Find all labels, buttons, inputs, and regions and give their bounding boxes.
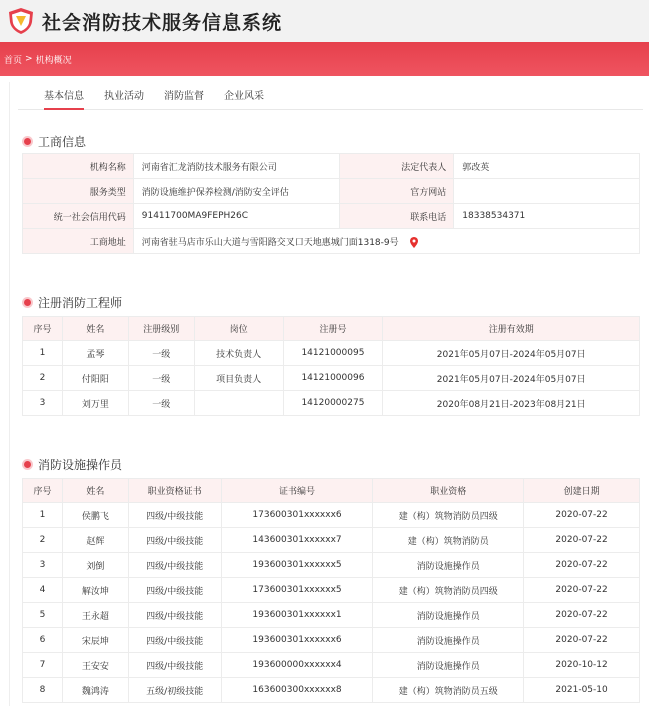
table-cell: 消防设施操作员 <box>373 653 524 678</box>
table-row <box>23 391 640 416</box>
table-cell: 193600301xxxxxx6 <box>221 628 373 653</box>
table-cell: 孟琴 <box>62 341 128 366</box>
table-cell: 一级 <box>128 341 194 366</box>
breadcrumb-current: 机构概况 <box>35 55 72 66</box>
table-cell: 2021年05月07日-2024年05月07日 <box>383 366 640 391</box>
table-row <box>23 628 640 653</box>
column-header: 姓名 <box>62 317 128 341</box>
engineers-title: 注册消防工程师 <box>38 296 123 310</box>
column-header: 序号 <box>23 317 63 341</box>
table-cell: 1 <box>23 503 63 528</box>
map-pin-icon[interactable] <box>410 237 418 248</box>
table-cell: 建（构）筑物消防员五级 <box>373 678 524 703</box>
table-cell: 2021年05月07日-2024年05月07日 <box>383 341 640 366</box>
table-cell: 3 <box>23 391 63 416</box>
org-name-value: 河南省汇龙消防技术服务有限公司 <box>133 154 339 179</box>
breadcrumb-separator: > <box>25 54 33 64</box>
address-label: 工商地址 <box>23 229 134 254</box>
table-cell: 消防设施操作员 <box>373 603 524 628</box>
address-cell <box>133 229 639 254</box>
service-type-label: 服务类型 <box>23 179 134 204</box>
business-info-title: 工商信息 <box>38 135 87 149</box>
table-cell: 193600301xxxxxx5 <box>221 553 373 578</box>
table-cell: 173600301xxxxxx5 <box>221 578 373 603</box>
table-cell: 2020-07-22 <box>524 503 640 528</box>
credit-code-value: 91411700MA9FEPH26C <box>133 204 339 229</box>
business-info-heading <box>24 133 86 150</box>
table-cell: 2020-07-22 <box>524 528 640 553</box>
table-cell: 四级/中级技能 <box>128 603 221 628</box>
table-row <box>23 678 640 703</box>
table-row <box>23 553 640 578</box>
table-row <box>23 503 640 528</box>
tab-bar <box>18 88 643 110</box>
table-cell: 1 <box>23 341 63 366</box>
table-header-row <box>23 317 640 341</box>
table-cell: 建（构）筑物消防员四级 <box>373 503 524 528</box>
table-cell: 项目负责人 <box>194 366 283 391</box>
website-label: 官方网站 <box>339 179 454 204</box>
table-row <box>23 578 640 603</box>
app-header <box>0 0 649 42</box>
table-cell: 宋辰坤 <box>62 628 128 653</box>
table-cell: 173600301xxxxxx6 <box>221 503 373 528</box>
table-cell: 2 <box>23 528 63 553</box>
table-cell: 14121000096 <box>283 366 383 391</box>
tab-basic-info[interactable]: 基本信息 <box>44 88 84 110</box>
table-cell: 2020-07-22 <box>524 578 640 603</box>
table-cell: 2 <box>23 366 63 391</box>
operators-table <box>22 478 640 703</box>
table-cell: 王永超 <box>62 603 128 628</box>
table-cell: 四级/中级技能 <box>128 578 221 603</box>
column-header: 序号 <box>23 479 63 503</box>
table-cell <box>194 391 283 416</box>
business-info-table <box>22 153 640 254</box>
column-header: 注册级别 <box>128 317 194 341</box>
table-cell: 消防设施操作员 <box>373 628 524 653</box>
engineers-heading <box>24 294 122 311</box>
table-cell: 刘倒 <box>62 553 128 578</box>
table-cell: 3 <box>23 553 63 578</box>
column-header: 创建日期 <box>524 479 640 503</box>
table-cell: 8 <box>23 678 63 703</box>
legal-rep-label: 法定代表人 <box>339 154 454 179</box>
column-header: 证书编号 <box>221 479 373 503</box>
table-cell: 一级 <box>128 366 194 391</box>
table-cell: 2020-07-22 <box>524 603 640 628</box>
table-cell: 王安安 <box>62 653 128 678</box>
bullet-dot-icon <box>24 299 31 306</box>
table-cell: 14121000095 <box>283 341 383 366</box>
table-cell: 143600301xxxxxx7 <box>221 528 373 553</box>
phone-label: 联系电话 <box>339 204 454 229</box>
table-cell: 建（构）筑物消防员四级 <box>373 578 524 603</box>
table-cell: 7 <box>23 653 63 678</box>
operators-title: 消防设施操作员 <box>38 458 123 472</box>
column-header: 岗位 <box>194 317 283 341</box>
bullet-dot-icon <box>24 461 31 468</box>
column-header: 职业资格证书 <box>128 479 221 503</box>
bullet-dot-icon <box>24 138 31 145</box>
table-cell: 2020-07-22 <box>524 553 640 578</box>
table-cell: 五级/初级技能 <box>128 678 221 703</box>
tab-practice-activities[interactable]: 执业活动 <box>104 91 144 102</box>
table-cell: 163600300xxxxxx8 <box>221 678 373 703</box>
table-cell: 14120000275 <box>283 391 383 416</box>
table-cell: 侯鹏飞 <box>62 503 128 528</box>
table-cell: 2020-10-12 <box>524 653 640 678</box>
breadcrumb <box>0 42 649 76</box>
table-cell: 4 <box>23 578 63 603</box>
credit-code-label: 统一社会信用代码 <box>23 204 134 229</box>
table-cell: 四级/中级技能 <box>128 528 221 553</box>
table-cell: 建（构）筑物消防员 <box>373 528 524 553</box>
table-cell: 消防设施操作员 <box>373 553 524 578</box>
table-cell: 解汝坤 <box>62 578 128 603</box>
table-cell: 2020-07-22 <box>524 628 640 653</box>
tab-fire-supervision[interactable]: 消防监督 <box>164 91 204 102</box>
table-cell: 四级/中级技能 <box>128 653 221 678</box>
table-cell: 付阳阳 <box>62 366 128 391</box>
table-row <box>23 366 640 391</box>
column-header: 注册号 <box>283 317 383 341</box>
table-cell: 2021-05-10 <box>524 678 640 703</box>
column-header: 职业资格 <box>373 479 524 503</box>
shield-logo-icon <box>6 6 36 36</box>
table-cell: 四级/中级技能 <box>128 553 221 578</box>
table-cell: 6 <box>23 628 63 653</box>
system-title: 社会消防技术服务信息系统 <box>42 11 283 34</box>
service-type-value: 消防设施维护保养检测/消防安全评估 <box>133 179 339 204</box>
table-cell: 一级 <box>128 391 194 416</box>
address-value: 河南省驻马店市乐山大道与雪阳路交叉口天地惠城门面1318-9号 <box>141 237 399 248</box>
operators-heading <box>24 456 122 473</box>
column-header: 姓名 <box>62 479 128 503</box>
table-row <box>23 653 640 678</box>
phone-value: 18338534371 <box>454 204 640 229</box>
table-row <box>23 603 640 628</box>
website-value <box>454 179 640 204</box>
table-cell: 技术负责人 <box>194 341 283 366</box>
tab-company-style[interactable]: 企业风采 <box>224 91 264 102</box>
table-row <box>23 341 640 366</box>
legal-rep-value: 郭改英 <box>454 154 640 179</box>
column-header: 注册有效期 <box>383 317 640 341</box>
table-cell: 5 <box>23 603 63 628</box>
breadcrumb-home-link[interactable]: 首页 <box>4 55 23 66</box>
table-cell: 魏鸿涛 <box>62 678 128 703</box>
table-cell: 赵辉 <box>62 528 128 553</box>
table-cell: 四级/中级技能 <box>128 628 221 653</box>
org-name-label: 机构名称 <box>23 154 134 179</box>
table-cell: 193600301xxxxxx1 <box>221 603 373 628</box>
table-cell: 四级/中级技能 <box>128 503 221 528</box>
table-cell: 2020年08月21日-2023年08月21日 <box>383 391 640 416</box>
engineers-table <box>22 316 640 416</box>
table-cell: 刘万里 <box>62 391 128 416</box>
table-header-row <box>23 479 640 503</box>
content-panel <box>9 82 640 706</box>
table-cell: 193600000xxxxxx4 <box>221 653 373 678</box>
table-row <box>23 528 640 553</box>
